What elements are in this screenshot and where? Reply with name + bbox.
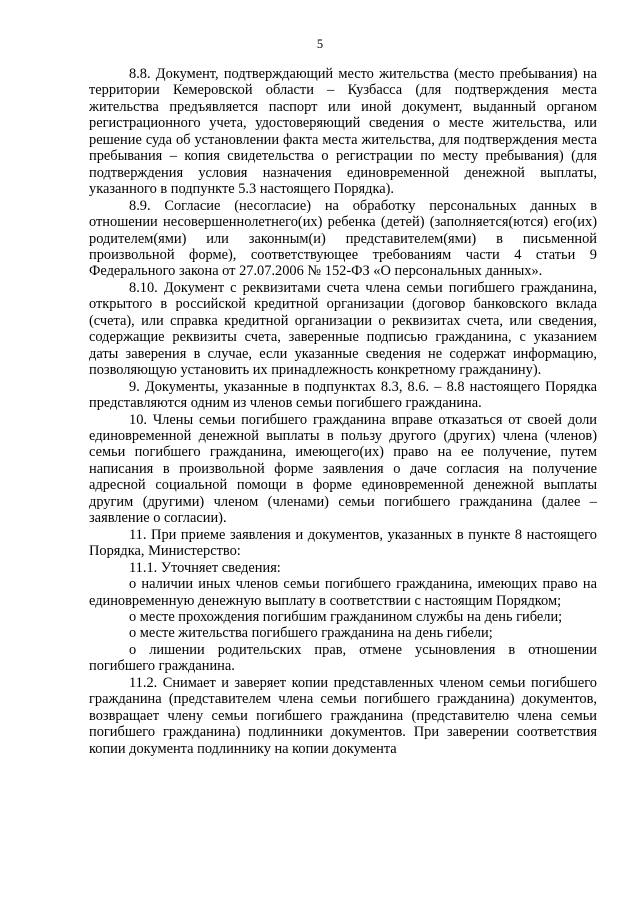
- paragraph-11-2: 11.2. Снимает и заверяет копии представленных членом семьи погибшего гражданина (представителем члена семьи погибшего гражданина) документов, возвращает члену семьи погибшего гражданина (представителю члена семьи погибшего гражданина) подлинники документов. При заверении соответствия копии документа подлиннику на копии документа: [89, 674, 597, 757]
- paragraph-8-8: 8.8. Документ, подтверждающий место жительства (место пребывания) на территории Кемеровской области – Кузбасса (для подтверждения места жительства предъявляется паспорт или иной документ, выданный органом регистрационного учета, удостоверяющий сведения о месте жительства, или решение суда об установлении факта места жительства, для подтверждения места пребывания – копия свидетельства о регистрации по месту пребывания) (для подтверждения условия назначения единовременной денежной выплаты, указанного в подпункте 5.3 настоящего Порядка).: [89, 66, 597, 198]
- paragraph-9: 9. Документы, указанные в подпунктах 8.3, 8.6. – 8.8 настоящего Порядка представляются одним из членов семьи погибшего гражданина.: [89, 378, 597, 412]
- paragraph-11-1-item-4: о лишении родительских прав, отмене усыновления в отношении погибшего гражданина.: [89, 641, 597, 675]
- paragraph-11: 11. При приеме заявления и документов, указанных в пункте 8 настоящего Порядка, Министерство:: [89, 526, 597, 560]
- paragraph-11-1-item-1: о наличии иных членов семьи погибшего гражданина, имеющих право на единовременную денежную выплату в соответствии с настоящим Порядком;: [89, 576, 597, 609]
- page-number: 5: [316, 37, 324, 51]
- paragraph-11-1-item-2: о месте прохождения погибшим гражданином службы на день гибели;: [129, 608, 563, 625]
- paragraph-8-9: 8.9. Согласие (несогласие) на обработку персональных данных в отношении несовершеннолетнего(их) ребенка (детей) (заполняется(ются) его(их) родителем(ями) или законным(и) представителем(ями) в письменной произвольной форме), соответствующее требованиям части 4 статьи 9 Федерального закона от 27.07.2006 № 152-ФЗ «О персональных данных».: [89, 197, 597, 280]
- paragraph-11-1-item-3: о месте жительства погибшего гражданина на день гибели;: [129, 625, 493, 642]
- paragraph-8-10: 8.10. Документ с реквизитами счета члена семьи погибшего гражданина, открытого в российской кредитной организации (договор банковского вклада (счета), или справка кредитной организации о реквизитах счета, или сведения, содержащие реквизиты счета, заверенные подписью гражданина, с указанием даты заверения в случае, если указанные сведения не содержат информацию, позволяющую установить их принадлежность конкретному гражданину).: [89, 279, 597, 379]
- paragraph-11-1: 11.1. Уточняет сведения:: [129, 559, 281, 576]
- paragraph-10: 10. Члены семьи погибшего гражданина вправе отказаться от своей доли единовременной денежной выплаты в пользу другого (других) члена (членов) семьи погибшего гражданина, имеющего(их) право на ее получение, путем написания в произвольной форме заявления о даче согласия на получение адресной социальной помощи в форме единовременной денежной выплаты другим (другими) членом (членами) семьи погибшего гражданина (далее – заявление о согласии).: [89, 411, 597, 527]
- document-body: [89, 66, 597, 757]
